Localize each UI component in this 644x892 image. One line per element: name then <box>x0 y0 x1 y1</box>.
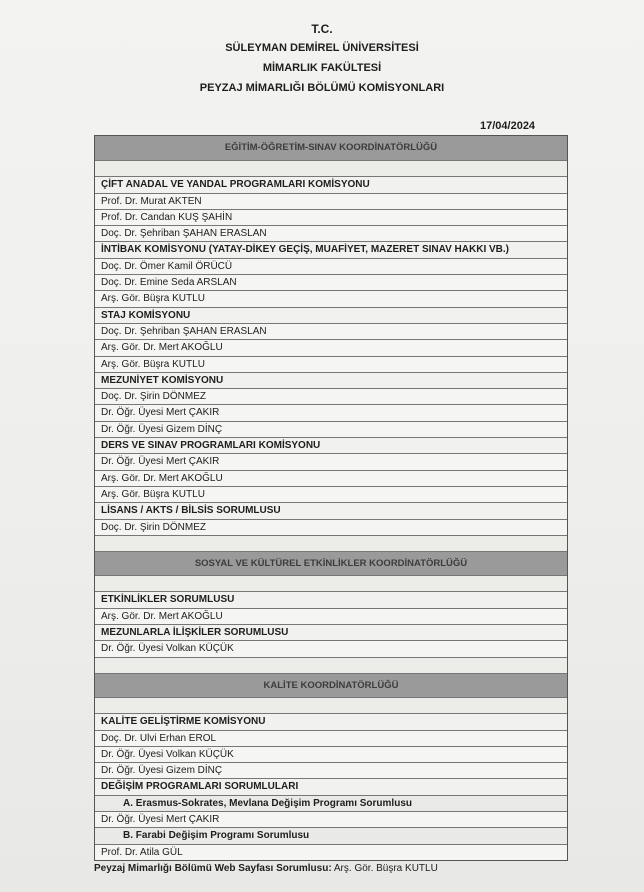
committee-heading: MEZUNİYET KOMİSYONU <box>95 372 567 388</box>
committee-heading: DEĞİŞİM PROGRAMLARI SORUMLULARI <box>95 778 567 794</box>
header-faculty: MİMARLIK FAKÜLTESİ <box>262 62 382 74</box>
blank-row <box>95 697 567 713</box>
member-row: Dr. Öğr. Üyesi Gizem DİNÇ <box>95 762 567 778</box>
committee-heading: KALİTE GELİŞTİRME KOMİSYONU <box>95 713 567 729</box>
member-row: Prof. Dr. Candan KUŞ ŞAHİN <box>95 209 567 225</box>
member-row: Doç. Dr. Emine Seda ARSLAN <box>95 274 567 290</box>
member-row: Prof. Dr. Atila GÜL <box>95 844 567 860</box>
coordinator-heading: SOSYAL VE KÜLTÜREL ETKİNLİKLER KOORDİNATÖRLÜĞÜ <box>95 551 567 575</box>
member-row: Prof. Dr. Murat AKTEN <box>95 193 567 209</box>
subsection-heading: B. Farabi Değişim Programı Sorumlusu <box>95 827 567 843</box>
header-tc: T.C. <box>311 22 333 36</box>
blank-row <box>95 535 567 551</box>
committee-heading: ÇİFT ANADAL VE YANDAL PROGRAMLARI KOMİSYONU <box>95 176 567 192</box>
committee-heading: İNTİBAK KOMİSYONU (YATAY-DİKEY GEÇİŞ, MUAFİYET, MAZERET SINAV HAKKI VB.) <box>95 241 567 257</box>
member-row: Doç. Dr. Ömer Kamil ÖRÜCÜ <box>95 258 567 274</box>
member-row: Dr. Öğr. Üyesi Volkan KÜÇÜK <box>95 746 567 762</box>
subsection-heading: A. Erasmus-Sokrates, Mevlana Değişim Programı Sorumlusu <box>95 795 567 811</box>
footer-label: Peyzaj Mimarlığı Bölümü Web Sayfası Sorumlusu: <box>94 863 332 874</box>
header-university: SÜLEYMAN DEMİREL ÜNİVERSİTESİ <box>225 42 419 54</box>
member-row: Dr. Öğr. Üyesi Mert ÇAKIR <box>95 453 567 469</box>
coordinator-heading: KALİTE KOORDİNATÖRLÜĞÜ <box>95 673 567 697</box>
member-row: Doç. Dr. Şirin DÖNMEZ <box>95 519 567 535</box>
coordinator-heading: EĞİTİM-ÖĞRETİM-SINAV KOORDİNATÖRLÜĞÜ <box>95 136 567 160</box>
member-row: Doç. Dr. Şehriban ŞAHAN ERASLAN <box>95 323 567 339</box>
member-row: Doç. Dr. Şehriban ŞAHAN ERASLAN <box>95 225 567 241</box>
member-row: Dr. Öğr. Üyesi Volkan KÜÇÜK <box>95 640 567 656</box>
blank-row <box>95 575 567 591</box>
header-title: PEYZAJ MİMARLIĞI BÖLÜMÜ KOMİSYONLARI <box>199 82 445 94</box>
footer-note <box>94 863 438 874</box>
blank-row <box>95 160 567 176</box>
blank-row <box>95 657 567 673</box>
member-row: Arş. Gör. Dr. Mert AKOĞLU <box>95 470 567 486</box>
member-row: Doç. Dr. Şirin DÖNMEZ <box>95 388 567 404</box>
committee-table <box>94 135 568 861</box>
committee-heading: LİSANS / AKTS / BİLSİS SORUMLUSU <box>95 502 567 518</box>
member-row: Dr. Öğr. Üyesi Gizem DİNÇ <box>95 421 567 437</box>
document-date: 17/04/2024 <box>480 120 536 132</box>
committee-heading: STAJ KOMİSYONU <box>95 307 567 323</box>
committee-heading: ETKİNLİKLER SORUMLUSU <box>95 591 567 607</box>
member-row: Arş. Gör. Büşra KUTLU <box>95 356 567 372</box>
member-row: Dr. Öğr. Üyesi Mert ÇAKIR <box>95 811 567 827</box>
member-row: Doç. Dr. Ulvi Erhan EROL <box>95 730 567 746</box>
footer-value: Arş. Gör. Büşra KUTLU <box>333 863 438 874</box>
member-row: Arş. Gör. Büşra KUTLU <box>95 486 567 502</box>
committee-heading: MEZUNLARLA İLİŞKİLER SORUMLUSU <box>95 624 567 640</box>
member-row: Arş. Gör. Dr. Mert AKOĞLU <box>95 339 567 355</box>
committee-heading: DERS VE SINAV PROGRAMLARI KOMİSYONU <box>95 437 567 453</box>
member-row: Arş. Gör. Büşra KUTLU <box>95 290 567 306</box>
member-row: Dr. Öğr. Üyesi Mert ÇAKIR <box>95 404 567 420</box>
member-row: Arş. Gör. Dr. Mert AKOĞLU <box>95 608 567 624</box>
